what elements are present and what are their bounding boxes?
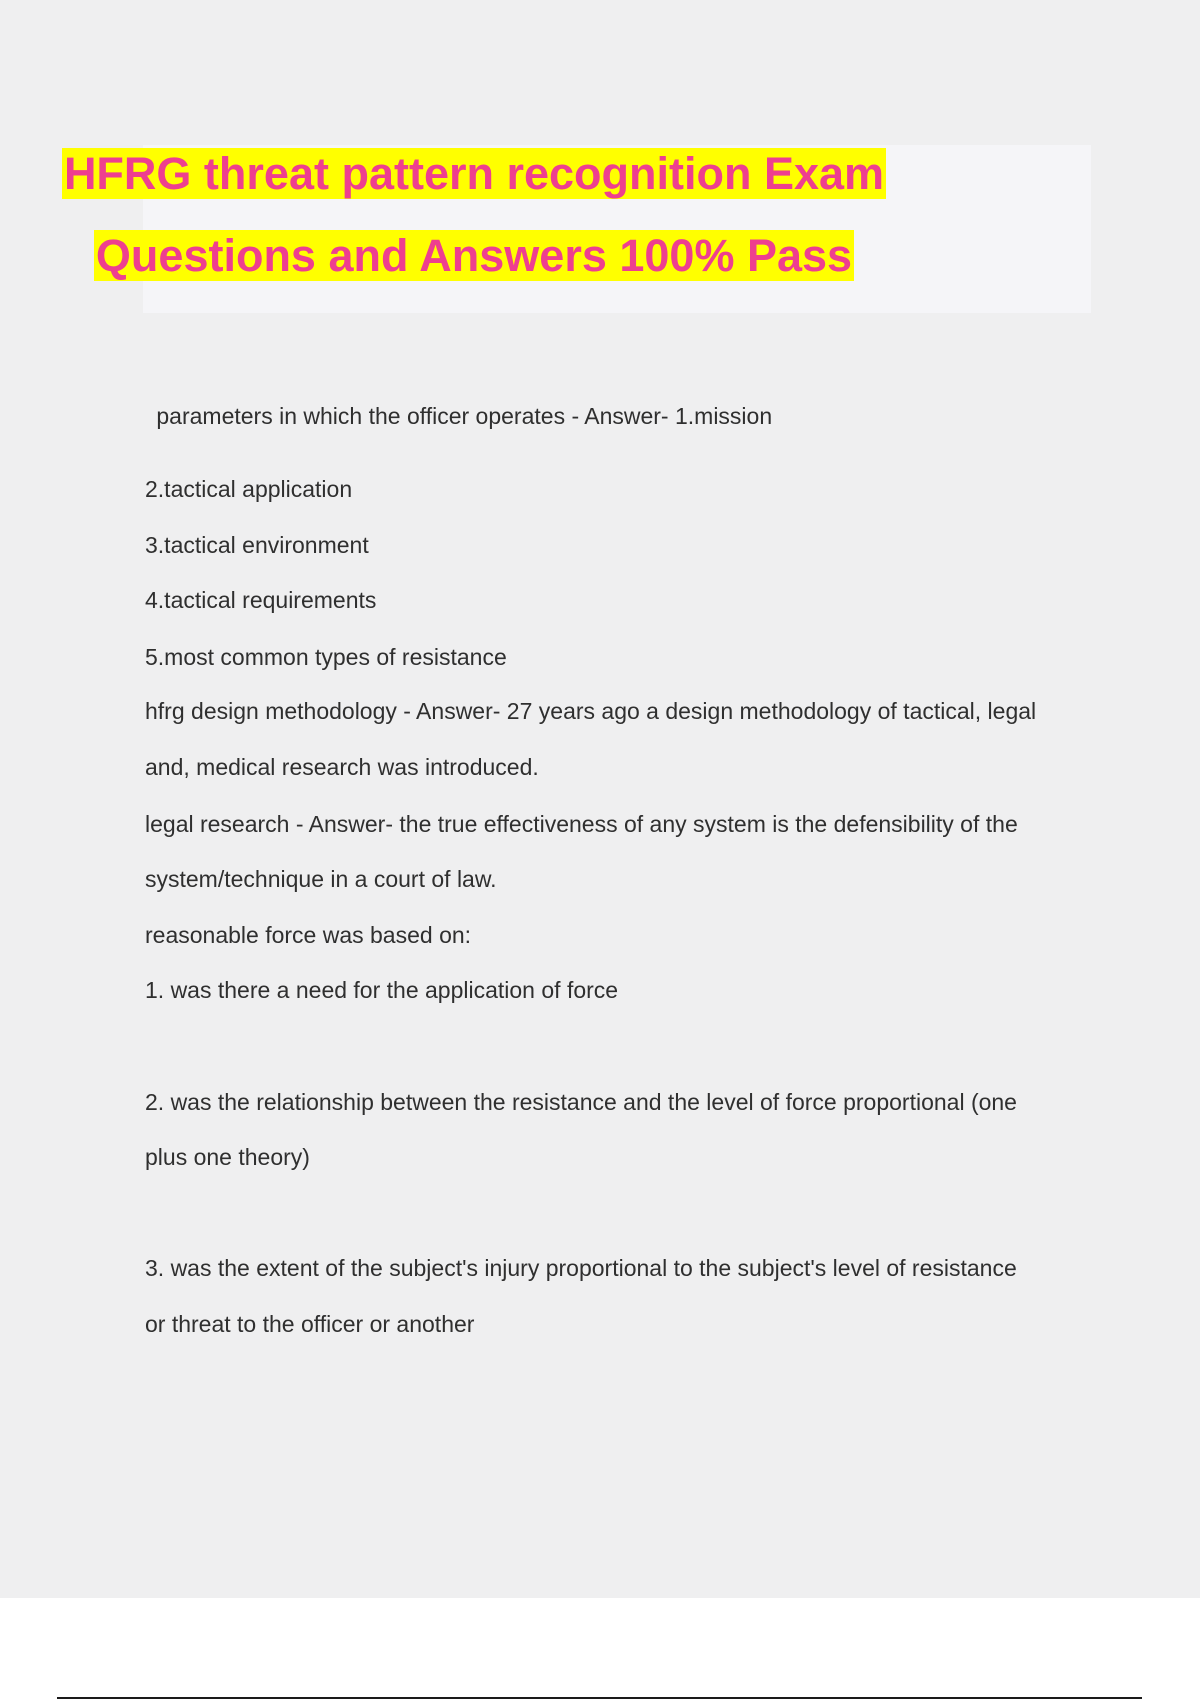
text-line: 3.tactical environment — [145, 532, 369, 558]
text-line: 1. was there a need for the application of force — [145, 977, 619, 1003]
text-line: system/technique in a court of law. — [145, 866, 497, 892]
title-highlight-1: HFRG threat pattern recognition Exam — [63, 148, 885, 199]
text-line: 3. was the extent of the subject's injury proportional to the subject's level of resistance — [145, 1255, 1017, 1281]
text-line: or threat to the officer or another — [145, 1311, 475, 1337]
text-line: 5.most common types of resistance — [145, 644, 507, 670]
text-line: 2.tactical application — [145, 476, 353, 502]
text-line: plus one theory) — [145, 1144, 310, 1170]
text-line: legal research - Answer- the true effectiveness of any system is the defensibility of the — [145, 811, 1018, 837]
document-title-line-1 — [0, 146, 948, 202]
text-line: reasonable force was based on: — [145, 922, 472, 948]
footer-divider — [57, 1697, 1142, 1699]
document-title-line-2 — [0, 228, 948, 284]
text-line: hfrg design methodology - Answer- 27 years ago a design methodology of tactical, legal — [145, 698, 1037, 724]
title-highlight-2: Questions and Answers 100% Pass — [95, 230, 853, 281]
text-line: 2. was the relationship between the resistance and the level of force proportional (one — [145, 1089, 1017, 1115]
text-line: 4.tactical requirements — [145, 587, 377, 613]
text-line: parameters in which the officer operates - Answer- 1.mission — [150, 403, 773, 429]
text-line: and, medical research was introduced. — [145, 754, 539, 780]
